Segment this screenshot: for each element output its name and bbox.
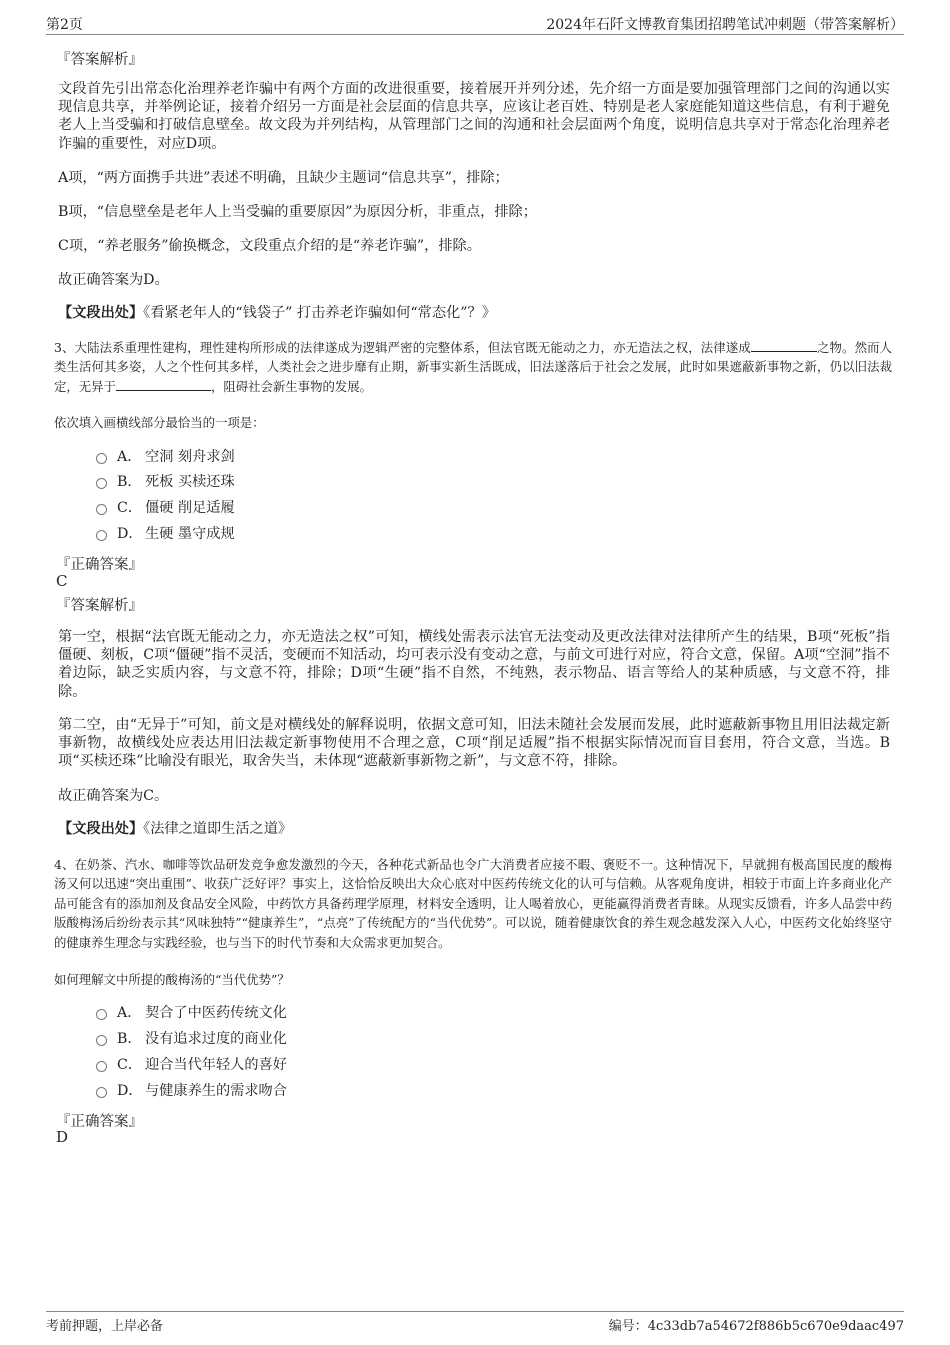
- radio-icon[interactable]: [96, 530, 107, 541]
- q3-analysis-1: 第一空，根据“法官既无能动之力，亦无造法之权”可知，横线处需表示法官无法变动及更改法律对法律所产生的结果，B项“死板”指僵硬、刻板，C项“僵硬”指不灵活，变硬而不知活动，均可表示没有变动之意，与前文可进行对应，符合文意，保留。A项“空洞”指不着边际，缺乏实质内容，与文意不符，排除；D项“生硬”指不自然，不纯熟，表示物品、语言等给人的某种质感，与文意不符，排除。: [58, 629, 890, 700]
- analysis-label: 『答案解析』: [56, 598, 143, 614]
- q3-option-b[interactable]: B． 死板 买椟还珠: [96, 472, 235, 492]
- page-number: 第2页: [46, 17, 83, 33]
- q4-option-c[interactable]: C． 迎合当代年轻人的喜好: [96, 1055, 287, 1075]
- q3-analysis-2: 第二空，由“无异于”可知，前文是对横线处的解释说明，依据文意可知，旧法未随社会发展而发展，此时遮蔽新事物且用旧法裁定新事新物，故横线处应表达用旧法裁定新事物使用不合理之意，C项“削足适履”指不根据实际情况而盲目套用，符合文意，当选。B项“买椟还珠”比喻没有眼光，取舍失当，未体现“遮蔽新事新物之新”，与文意不符，排除。: [58, 717, 890, 770]
- footer-slogan: 考前押题，上岸必备: [46, 1319, 164, 1334]
- page-header: [46, 12, 904, 35]
- q2-analysis-c: C项，“养老服务”偷换概念，文段重点介绍的是“养老诈骗”，排除。: [58, 238, 481, 254]
- footer-code: 编号：4c33db7a54672f886b5c670e9daac497: [608, 1319, 904, 1334]
- radio-icon[interactable]: [96, 453, 107, 464]
- q3-answer: C: [56, 572, 68, 590]
- q4-answer: D: [56, 1128, 69, 1146]
- q4-stem: 4、在奶茶、汽水、咖啡等饮品研发竞争愈发激烈的今天，各种花式新品也令广大消费者应接不暇、褒贬不一。这种情况下，早就拥有极高国民度的酸梅汤又何以迅速“突出重围”、收获广泛好评？事实上，这恰恰反映出大众心底对中医药传统文化的认可与信赖。从客观角度讲，相较于市面上许多商业化产品可能含有的添加剂及食品安全风险，中药饮方具备药理学原理，材料安全透明，让人喝着放心，更能赢得消费者青睐。从现实反馈看，许多人品尝中药版酸梅汤后纷纷表示其“风味独特”“健康养生”，“点亮”了传统配方的“当代优势”。可以说，随着健康饮食的养生观念越发深入人心，中医药文化始终坚守的健康养生理念与实践经验，也与当下的时代节奏和大众需求更加契合。: [54, 857, 892, 950]
- q3-prompt: 依次填入画横线部分最恰当的一项是：: [54, 415, 265, 430]
- correct-answer-label: 『正确答案』: [56, 557, 143, 573]
- source-label: 【文段出处】: [58, 305, 144, 321]
- q3-option-d[interactable]: D． 生硬 墨守成规: [96, 524, 235, 544]
- source-title: 《看紧老年人的“钱袋子” 打击养老诈骗如何“常态化”？》: [143, 305, 496, 321]
- radio-icon[interactable]: [96, 504, 107, 515]
- q3-blank-2: [116, 377, 211, 391]
- radio-icon[interactable]: [96, 1087, 107, 1098]
- q3-conclusion: 故正确答案为C。: [58, 788, 169, 804]
- document-title: 2024年石阡文博教育集团招聘笔试冲刺题（带答案解析）: [546, 17, 904, 33]
- q2-analysis-b: B项，“信息壁垒是老年人上当受骗的重要原因”为原因分析，非重点，排除；: [58, 204, 537, 220]
- q3-source: [58, 820, 890, 838]
- q4-option-d[interactable]: D． 与健康养生的需求吻合: [96, 1081, 287, 1101]
- source-label: 【文段出处】: [58, 821, 144, 837]
- q3-option-c[interactable]: C． 僵硬 削足适履: [96, 498, 235, 518]
- page-footer: [46, 1311, 904, 1334]
- q2-analysis-a: A项，“两方面携手共进”表述不明确，且缺少主题词“信息共享”，排除；: [58, 170, 509, 186]
- q3-option-a[interactable]: A． 空洞 刻舟求剑: [96, 447, 235, 467]
- q4-prompt: 如何理解文中所提的酸梅汤的“当代优势”？: [54, 972, 290, 987]
- q4-option-b[interactable]: B． 没有追求过度的商业化: [96, 1029, 287, 1049]
- q3-blank-1: [751, 338, 817, 352]
- analysis-label: 『答案解析』: [56, 52, 143, 68]
- q3-stem-part1: 3、大陆法系重理性建构，理性建构所形成的法律遂成为逻辑严密的完整体系，但法官既无能动之力，亦无造法之权，法律遂成: [54, 340, 751, 355]
- correct-answer-label: 『正确答案』: [56, 1114, 143, 1130]
- q4-option-a[interactable]: A． 契合了中医药传统文化: [96, 1003, 287, 1023]
- radio-icon[interactable]: [96, 1061, 107, 1072]
- radio-icon[interactable]: [96, 478, 107, 489]
- radio-icon[interactable]: [96, 1035, 107, 1046]
- q3-stem-part2: 之物。然而人类生活何其多姿，人之个性何其多样，人类社会之进步靡有止期，新事实新生活既成，旧法遂落后于社会之发展，此时如果遮蔽新事物之新，仍以旧法裁定，无异于: [54, 340, 893, 394]
- radio-icon[interactable]: [96, 1009, 107, 1020]
- q3-stem-part3: ，阻碍社会新生事物的发展。: [210, 378, 373, 394]
- q2-source: [58, 304, 890, 322]
- q3-stem: [54, 338, 892, 396]
- q2-conclusion: 故正确答案为D。: [58, 272, 169, 288]
- q2-analysis-main: 文段首先引出常态化治理养老诈骗中有两个方面的改进很重要，接着展开并列分述，先介绍一方面是要加强管理部门之间的沟通以实现信息共享，并举例论证，接着介绍另一方面是社会层面的信息共享，应该让老百姓、特别是老人家庭能知道这些信息，有利于避免老人上当受骗和打破信息壁垒。故文段为并列结构，从管理部门之间的沟通和社会层面两个角度，说明信息共享对于常态化治理养老诈骗的重要性，对应D项。: [58, 81, 890, 152]
- source-title: 《法律之道即生活之道》: [143, 821, 293, 837]
